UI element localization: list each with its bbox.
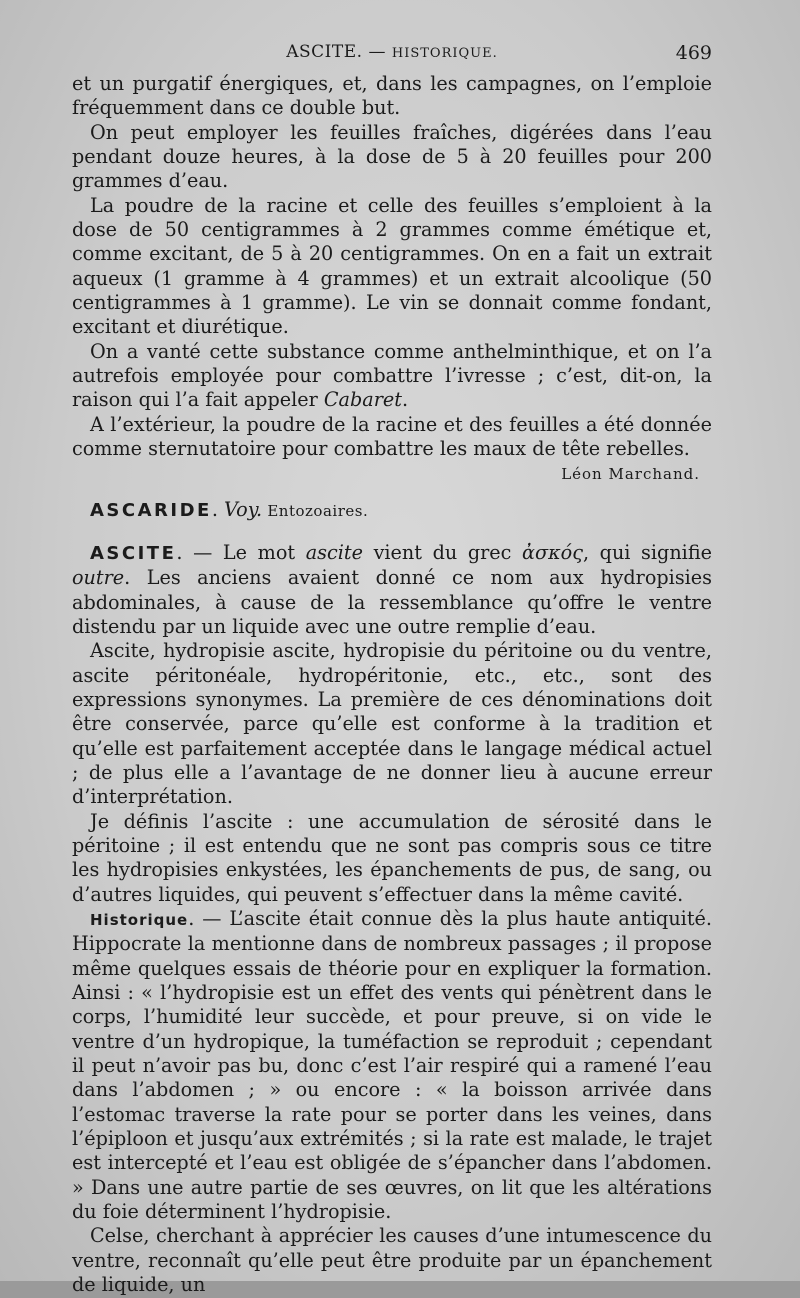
ascaride-sep: . — [211, 497, 225, 521]
ascaride-reference: Entozoaires. — [262, 501, 369, 520]
running-title-section: HISTORIQUE. — [391, 46, 498, 61]
paragraph-4-end: . — [401, 388, 409, 412]
paragraph-2: On peut employer les feuilles fraîches, digérées dans l’eau pendant douze heures, à la dose de 5 à 20 feuilles pour 200 grammes d’eau. — [72, 120, 712, 193]
spacer — [72, 486, 712, 498]
ascite-intro-italic-2: outre — [72, 566, 125, 590]
ascite-intro-c: , qui signifie — [582, 540, 712, 564]
author-signature: Léon Marchand. — [561, 464, 700, 483]
ascite-intro-d: . Les anciens avaient donné ce nom aux hydropisies abdominales, à cause de la ressemblance qu’offre le ventre distendu par un liquide avec une outre remplie d’eau. — [72, 566, 712, 638]
ascite-intro — [72, 541, 712, 639]
ascite-paragraph-3: Je définis l’ascite : une accumulation de sérosité dans le péritoine ; il est entendu que ne sont pas compris sous ce titre les hydropisies enkystées, les épanchements de pus, de sang, ou d’autres liquides, qui peuvent s’effectuer dans la même cavité. — [72, 809, 712, 906]
paragraph-3: La poudre de la racine et celle des feuilles s’emploient à la dose de 50 centigrammes à 2 grammes comme émétique et, comme excitant, de 5 à 20 centigrammes. On en a fait un extrait aqueux (1 gramme à 4 grammes) et un extrait alcoolique (50 centigrammes à 1 gramme). Le vin se donnait comme fondant, excitant et diurétique. — [72, 193, 712, 339]
running-title-dash: — — [362, 42, 392, 62]
ascite-paragraph-5: Celse, cherchant à apprécier les causes d’une intumescence du ventre, reconnaît qu’elle peut être produite par un épanchement de liquide, un — [72, 1224, 712, 1297]
paragraph-4-text: On a vanté cette substance comme anthelminthique, et on l’a autrefois employée pour combattre l’ivresse ; c’est, dit-on, la raison qui l’a fait appeler — [72, 339, 712, 412]
paragraph-4-italic: Cabaret — [323, 388, 402, 412]
page-number: 469 — [675, 42, 712, 64]
spacer — [72, 523, 712, 541]
headword-ascite: ASCITE — [90, 542, 177, 564]
paragraph-4 — [72, 340, 712, 413]
ascite-greek-word: ἀσκός — [522, 540, 583, 564]
running-title — [72, 42, 712, 62]
paragraph-5: A l’extérieur, la poudre de la racine et des feuilles a été donnée comme sternutatoire pour combattre les maux de tête rebelles. — [72, 412, 712, 461]
historique-paragraph — [72, 907, 712, 1224]
entry-ascaride — [72, 498, 712, 523]
ascite-intro-a: . — Le mot — [176, 540, 306, 564]
paragraph-1: et un purgatif énergiques, et, dans les campagnes, on l’emploie fréquemment dans ce double but. — [72, 72, 712, 120]
historique-subheading: Historique — [90, 911, 189, 929]
running-head — [72, 38, 712, 72]
running-title-word: ASCITE. — [286, 42, 363, 62]
headword-ascaride: ASCARIDE — [90, 499, 212, 521]
ascite-intro-b: vient du grec — [362, 540, 523, 564]
text-block — [72, 38, 712, 1298]
historique-body: . — L’ascite était connue dès la plus haute antiquité. Hippocrate la mentionne dans de nombreux passages ; il propose même quelques essais de théorie pour en expliquer la formation. Ainsi : « l’hydropisie est un effet des vents qui pénètrent dans le corps, l’humidité leur succède, et pour preuve, si on vide le ventre d’un hydropique, la tuméfaction se reproduit ; cependant il peut n’avoir pas bu, donc c’est l’air respiré qui a ramené l’eau dans l’abdomen ; » ou encore : « la boisson arrivée dans l’estomac traverse la rate pour se porter dans les veines, dans l’épiploon et jusqu’aux extrémités ; si la rate est malade, le trajet est intercepté et l’eau est obligée de s’épancher dans l’abdomen. » Dans une autre partie de ses œuvres, on lit que les altérations du foie déterminent l’hydropisie. — [72, 907, 712, 1224]
ascite-paragraph-2: Ascite, hydropisie ascite, hydropisie du péritoine ou du ventre, ascite péritonéale, hydropéritonie, etc., etc., sont des expressions synonymes. La première de ces dénominations doit être conservée, parce qu’elle est conforme à la tradition et qu’elle est parfaitement acceptée dans le langage médical actuel ; de plus elle a l’avantage de ne donner lieu à aucune erreur d’interprétation. — [72, 639, 712, 809]
ascaride-voy: Voy. — [224, 497, 263, 521]
ascite-intro-italic-1: ascite — [305, 540, 363, 564]
